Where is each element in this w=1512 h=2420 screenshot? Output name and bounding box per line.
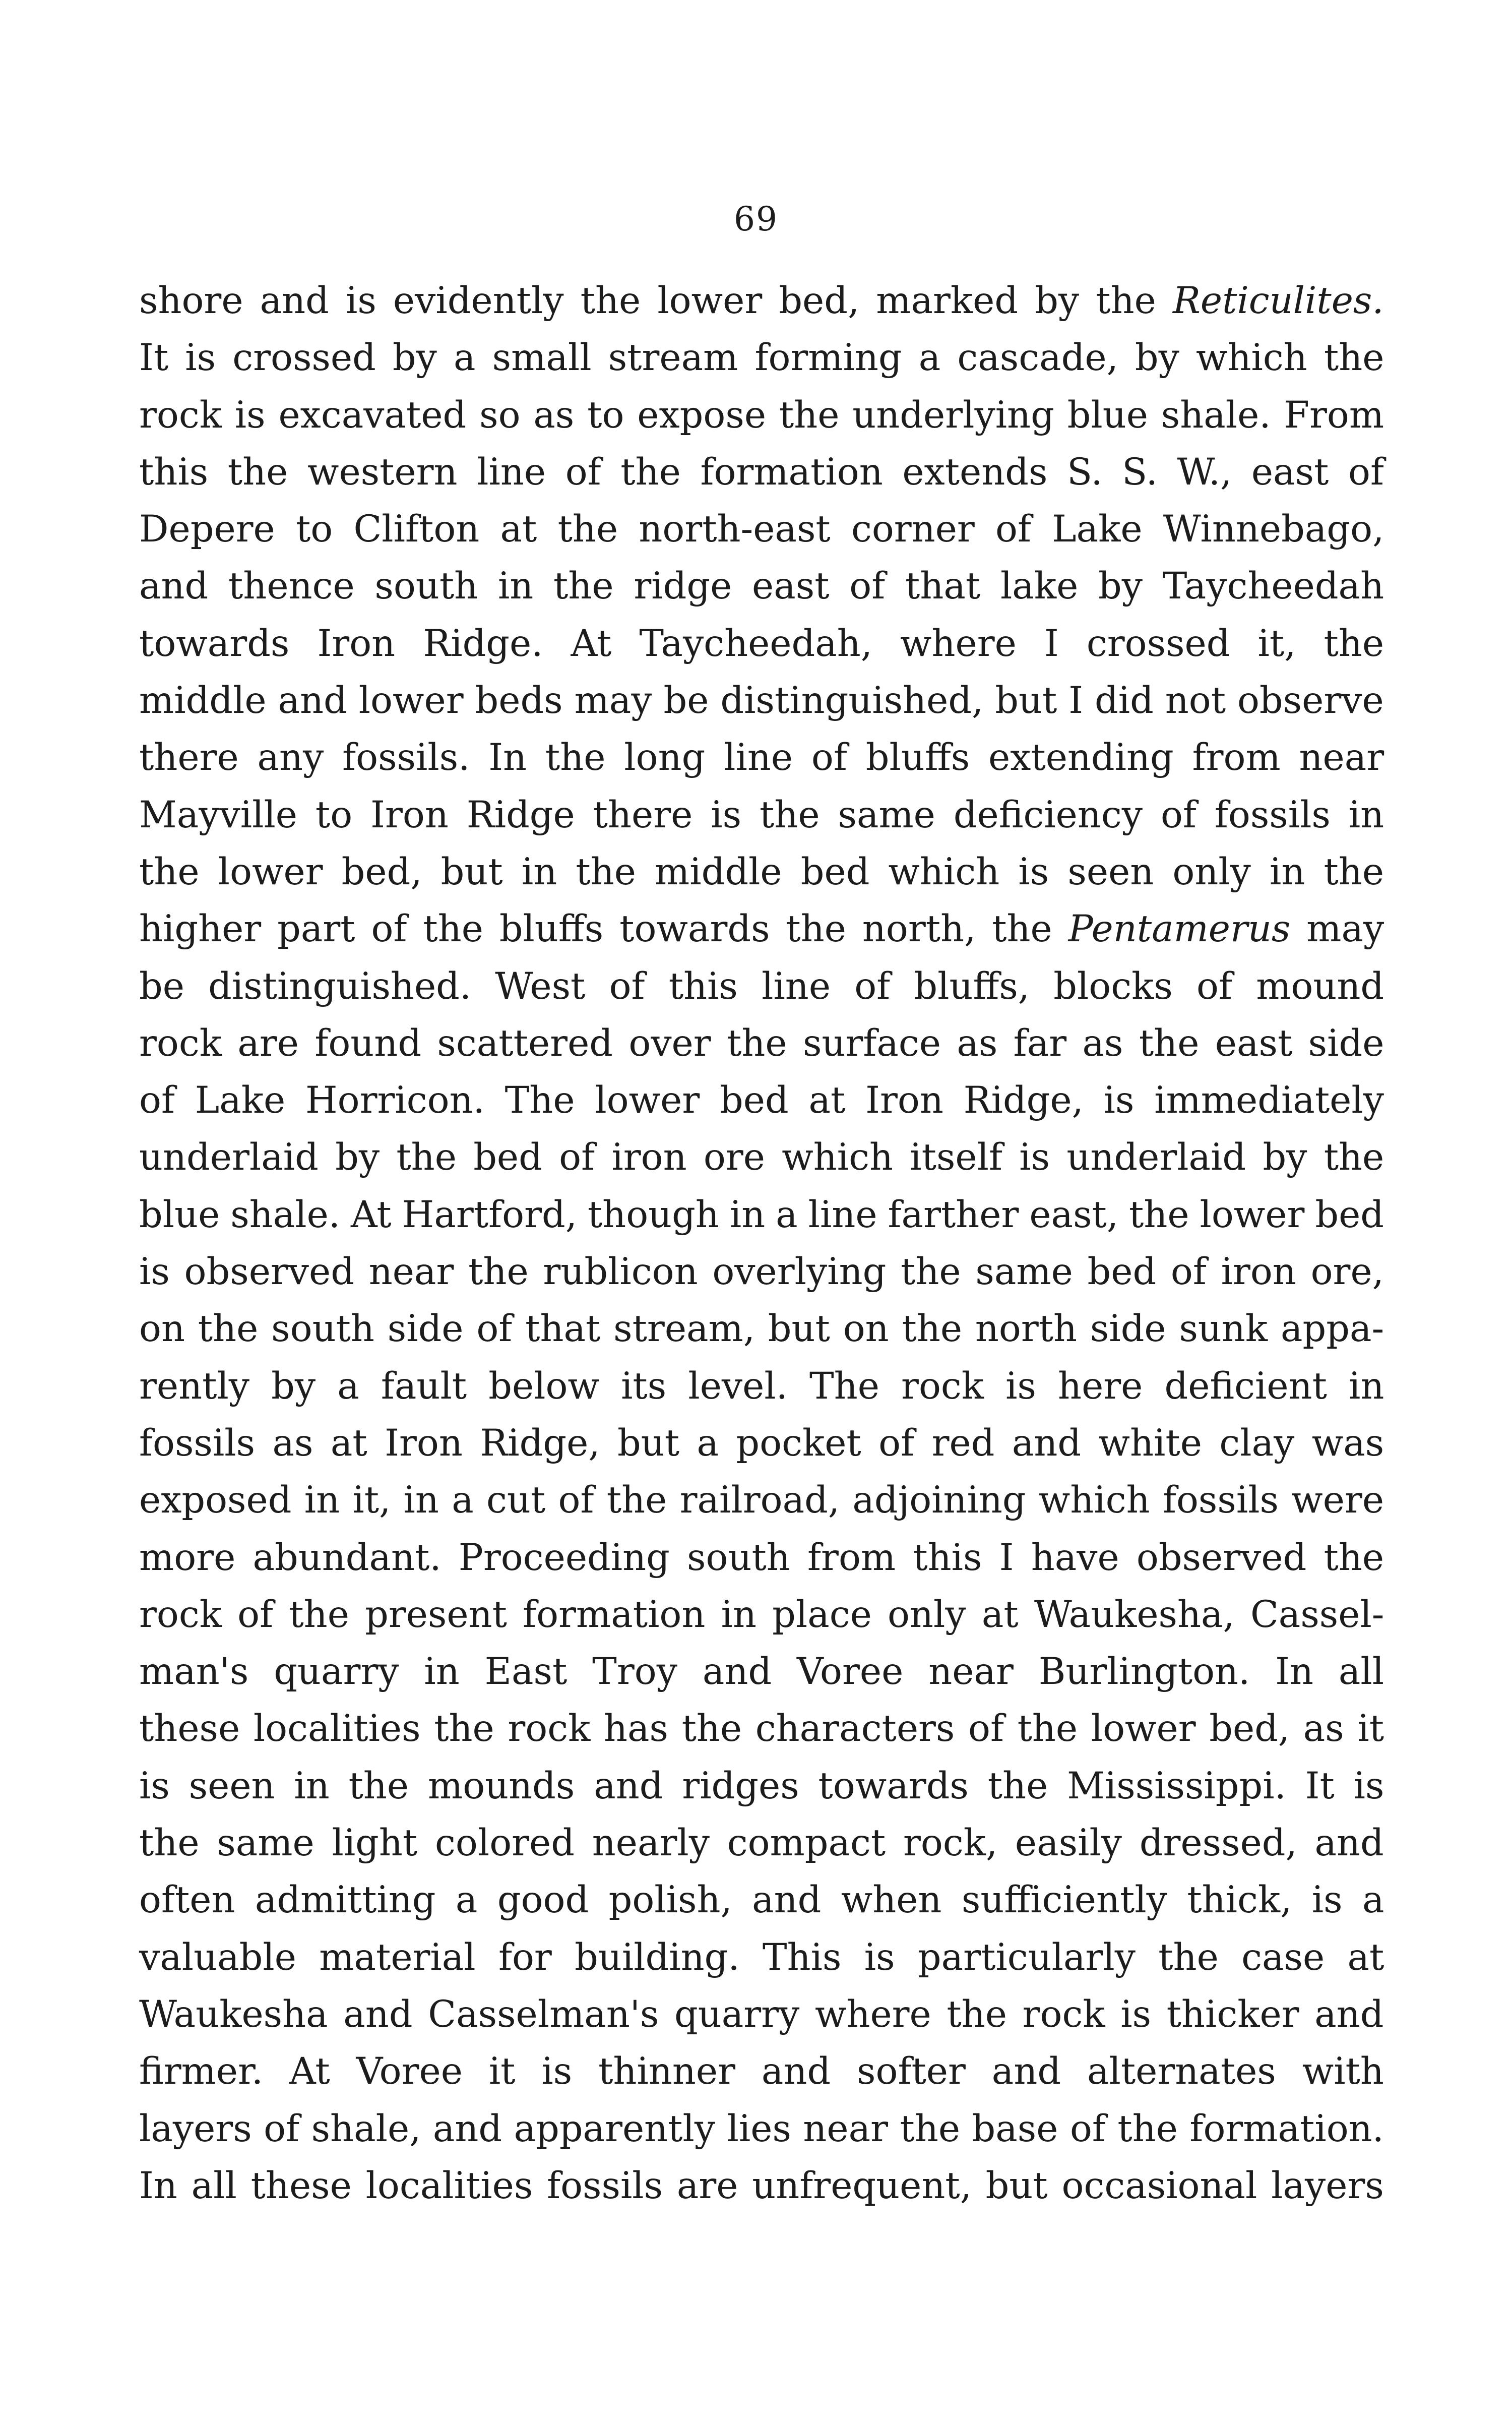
text-run: Depere to Clifton at the north-east corner of Lake Winnebago, bbox=[139, 508, 1384, 551]
text-run: middle and lower beds may be distinguished, but I did not observe bbox=[139, 679, 1384, 722]
text-line bbox=[139, 843, 1384, 900]
page-number: 69 bbox=[734, 200, 778, 238]
italic-term: Pentamerus bbox=[1068, 908, 1291, 951]
text-line bbox=[139, 1586, 1384, 1643]
text-run: exposed in it, in a cut of the railroad, adjoining which fossils were bbox=[139, 1479, 1384, 1522]
text-line bbox=[139, 2157, 1384, 2214]
text-run: may bbox=[1290, 908, 1384, 951]
text-line bbox=[139, 501, 1384, 558]
text-line bbox=[139, 1700, 1384, 1757]
text-run: there any fossils. In the long line of bluffs extending from near bbox=[139, 736, 1384, 779]
text-run: this the western line of the formation extends S. S. W., east of bbox=[139, 450, 1384, 494]
text-run: and thence south in the ridge east of that lake by Taycheedah bbox=[139, 565, 1384, 608]
text-run: In all these localities fossils are unfrequent, but occasional layers bbox=[139, 2164, 1384, 2207]
text-line bbox=[139, 1814, 1384, 1871]
text-run: these localities the rock has the characters of the lower bed, as it bbox=[139, 1707, 1384, 1750]
text-run: man's quarry in East Troy and Voree near Burlington. In all bbox=[139, 1650, 1384, 1693]
text-line bbox=[139, 1129, 1384, 1186]
text-run: valuable material for building. This is particularly the case at bbox=[139, 1935, 1384, 1979]
text-line bbox=[139, 729, 1384, 786]
body-text bbox=[139, 272, 1384, 2214]
text-run: rock of the present formation in place only at Waukesha, Cassel- bbox=[139, 1593, 1384, 1636]
text-run: the same light colored nearly compact rock, easily dressed, and bbox=[139, 1822, 1384, 1865]
text-run: the lower bed, but in the middle bed which is seen only in the bbox=[139, 850, 1384, 893]
text-line bbox=[139, 1186, 1384, 1243]
text-line bbox=[139, 1758, 1384, 1814]
text-line bbox=[139, 672, 1384, 729]
text-run: more abundant. Proceeding south from this I have observed the bbox=[139, 1536, 1384, 1579]
text-run: layers of shale, and apparently lies near the base of the formation. bbox=[139, 2107, 1384, 2150]
text-line bbox=[139, 1415, 1384, 1472]
text-line bbox=[139, 272, 1384, 329]
text-line bbox=[139, 1871, 1384, 1928]
text-line bbox=[139, 387, 1384, 444]
text-run: towards Iron Ridge. At Taycheedah, where I crossed it, the bbox=[139, 622, 1384, 665]
text-line bbox=[139, 558, 1384, 615]
text-line bbox=[139, 786, 1384, 843]
text-line bbox=[139, 329, 1384, 386]
text-run: Waukesha and Casselman's quarry where the rock is thicker and bbox=[139, 1992, 1384, 2036]
text-line bbox=[139, 1643, 1384, 1700]
text-run: fossils as at Iron Ridge, but a pocket of red and white clay was bbox=[139, 1421, 1384, 1465]
text-line bbox=[139, 958, 1384, 1015]
text-run: is seen in the mounds and ridges towards the Mississippi. It is bbox=[139, 1764, 1384, 1807]
text-run: shore and is evidently the lower bed, marked by the bbox=[139, 279, 1173, 322]
text-run: It is crossed by a small stream forming a cascade, by which the bbox=[139, 336, 1384, 380]
text-line bbox=[139, 1929, 1384, 1986]
text-run: rock are found scattered over the surface as far as the east side bbox=[139, 1021, 1384, 1065]
text-run: rock is excavated so as to expose the underlying blue shale. From bbox=[139, 393, 1384, 437]
text-line bbox=[139, 1300, 1384, 1357]
text-line bbox=[139, 900, 1384, 957]
text-line bbox=[139, 1358, 1384, 1415]
text-line bbox=[139, 2100, 1384, 2157]
text-run: higher part of the bluffs towards the north, the bbox=[139, 908, 1068, 951]
text-run: is observed near the rublicon overlying the same bed of iron ore, bbox=[139, 1250, 1384, 1294]
text-run: Mayville to Iron Ridge there is the same deficiency of fossils in bbox=[139, 793, 1384, 836]
italic-term: Reticulites. bbox=[1172, 279, 1384, 322]
text-line bbox=[139, 1529, 1384, 1586]
text-run: underlaid by the bed of iron ore which itself is underlaid by the bbox=[139, 1136, 1384, 1179]
text-run: be distinguished. West of this line of bluffs, blocks of mound bbox=[139, 964, 1384, 1008]
text-run: of Lake Horricon. The lower bed at Iron Ridge, is immediately bbox=[139, 1079, 1384, 1122]
text-run: on the south side of that stream, but on the north side sunk appa- bbox=[139, 1307, 1384, 1351]
text-line bbox=[139, 1986, 1384, 2043]
text-line bbox=[139, 615, 1384, 672]
text-line bbox=[139, 1015, 1384, 1072]
text-line bbox=[139, 444, 1384, 501]
text-line bbox=[139, 1243, 1384, 1300]
text-run: rently by a fault below its level. The rock is here deficient in bbox=[139, 1364, 1384, 1408]
text-run: firmer. At Voree it is thinner and softer and alternates with bbox=[139, 2050, 1384, 2093]
text-line bbox=[139, 2043, 1384, 2100]
text-run: blue shale. At Hartford, though in a line farther east, the lower bed bbox=[139, 1193, 1384, 1236]
text-line bbox=[139, 1072, 1384, 1129]
text-run: often admitting a good polish, and when sufficiently thick, is a bbox=[139, 1879, 1384, 1922]
text-line bbox=[139, 1472, 1384, 1529]
